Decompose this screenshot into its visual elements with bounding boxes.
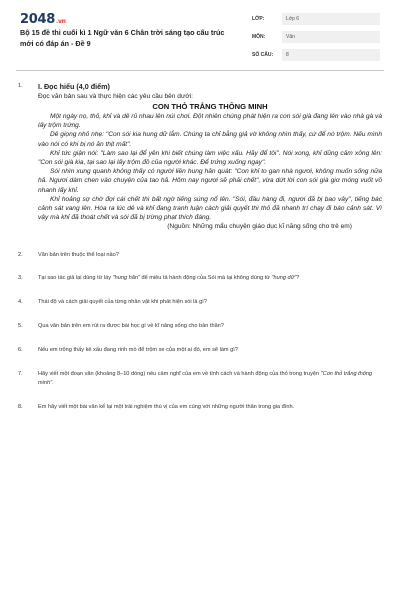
question-number: 2. xyxy=(18,252,23,259)
story-paragraph: Khỉ hoảng sợ chờ đợi cái chết thì bất ngờ tiếng súng nổ lên. "Sói, đầu hàng đi, ngươi đã bị bao vây", tiếng bác cảnh sát vang lên. Hóa ra lúc dê và khỉ đang tranh luận cách giải quyết thì thỏ đã nhanh trí chạy đi báo cảnh sát. Vì vậy mà khỉ đã thoát chết và sói đã bị trừng phạt thích đáng. xyxy=(38,195,382,222)
question-text: Thái độ và cách giải quyết của từng nhân vật khi phát hiện sói là gì? xyxy=(38,299,207,306)
question-number: 4. xyxy=(18,299,23,306)
logo-number: 2048 xyxy=(20,12,55,27)
question-item xyxy=(18,274,382,283)
question-item xyxy=(18,370,382,388)
meta-row-count xyxy=(252,48,380,61)
question-text: Tại sao tác giả lại dùng từ láy "hung hăn" để miêu tả hành động của Sói mà lại không dùng từ "hung dữ"? xyxy=(38,275,300,282)
reading-instruction: Đọc văn bản sau và thực hiện các yêu cầu bên dưới: xyxy=(38,93,194,100)
question-item xyxy=(18,251,382,260)
site-logo[interactable] xyxy=(20,12,66,27)
question-item xyxy=(18,403,382,412)
document-title: Bộ 15 đề thi cuối kì 1 Ngữ văn 6 Chân trời sáng tạo cấu trúc mới có đáp án - Đề 9 xyxy=(20,28,225,48)
question-item xyxy=(18,346,382,355)
question-list xyxy=(18,82,382,412)
header-divider xyxy=(16,70,384,71)
question-number: 7. xyxy=(18,371,23,378)
question-item xyxy=(18,298,382,307)
question-number: 8. xyxy=(18,404,23,411)
question-number: 5. xyxy=(18,323,23,330)
meta-label: SỐ CÂU: xyxy=(252,51,274,58)
story-paragraph: Một ngày nọ, thỏ, khỉ và dê rủ nhau lên núi chơi. Đột nhiên chúng phát hiện ra con sói già đang lén vào nhà gà và lấy trộm trứng. xyxy=(38,113,382,130)
meta-label: MÔN: xyxy=(252,33,266,40)
meta-value: 8 xyxy=(282,49,380,61)
story-paragraph: Dê giọng nhỏ nhẹ: "Con sói kia hung dữ lắm. Chúng ta chỉ bằng giả vờ không nhìn thấy, cứ để nó trộm. Nếu mình vào nói có khi bị nó ăn thịt mất". xyxy=(38,131,382,148)
story-source: (Nguồn: Những mẩu chuyện giáo dục kĩ năng sống cho trẻ em) xyxy=(167,223,352,231)
meta-label: LỚP: xyxy=(252,15,265,22)
meta-value: Văn xyxy=(282,31,380,43)
story-paragraph: Sói nhìn xung quanh không thấy có người liền hung hăn quát: "Con khỉ to gan nhà ngươi, không muốn sống nữa hả. Ngươi dám chen vào chuyện của tao hả. Hôm nay ngươi sẽ phải chết", vừa dứt lời con sói già giơ móng vuốt vồ nhanh lấy khỉ. xyxy=(38,168,382,194)
question-text: Văn bản trên thuộc thể loại nào? xyxy=(38,252,119,259)
section-heading: I. Đọc hiểu (4,0 điểm) xyxy=(38,82,110,91)
quoted-word: "hung dữ" xyxy=(271,275,297,282)
question-number: 6. xyxy=(18,347,23,354)
question-text: Qua văn bản trên em rút ra được bài học gì về kĩ năng sống cho bản thân? xyxy=(38,323,224,330)
question-item xyxy=(18,322,382,331)
question-number: 3. xyxy=(18,275,23,282)
quoted-title: "Con thỏ trắng thông minh" xyxy=(38,371,373,387)
quoted-word: "hung hăn" xyxy=(112,275,140,282)
meta-panel xyxy=(252,12,380,66)
question-number: 1. xyxy=(18,83,23,89)
story-paragraph: Khỉ tức giận nói: "Làm sao lại để yên khi biết chúng làm việc xấu. Hãy để tôi". Nói xong, khỉ dũng cảm xông lên: "Con sói già kia, tại sao lại lấy trộm đồ của người khác. Để trứng xuống ngay". xyxy=(38,149,382,167)
logo-tld: .vn xyxy=(55,18,66,25)
story-text xyxy=(38,112,382,222)
meta-row-class xyxy=(252,12,380,25)
meta-row-subject xyxy=(252,30,380,43)
question-text: Em hãy viết một bài văn kể lại một trải nghiệm thú vị của em cùng với những người thân trong gia đình. xyxy=(38,404,295,411)
question-text: Hãy viết một đoạn văn (khoảng 8–10 dòng) nêu cảm nghĩ của em về tính cách và hành động của thỏ trong truyện "Con thỏ trắng thông minh". xyxy=(38,371,373,387)
meta-value: Lớp 6 xyxy=(282,13,380,25)
story-title: CON THỎ TRẮNG THÔNG MINH xyxy=(152,102,268,111)
question-item xyxy=(18,82,382,91)
question-text: Nếu em trông thấy kẻ xấu đang rình mò để trộm xe của một ai đó, em sẽ làm gì? xyxy=(38,347,238,354)
